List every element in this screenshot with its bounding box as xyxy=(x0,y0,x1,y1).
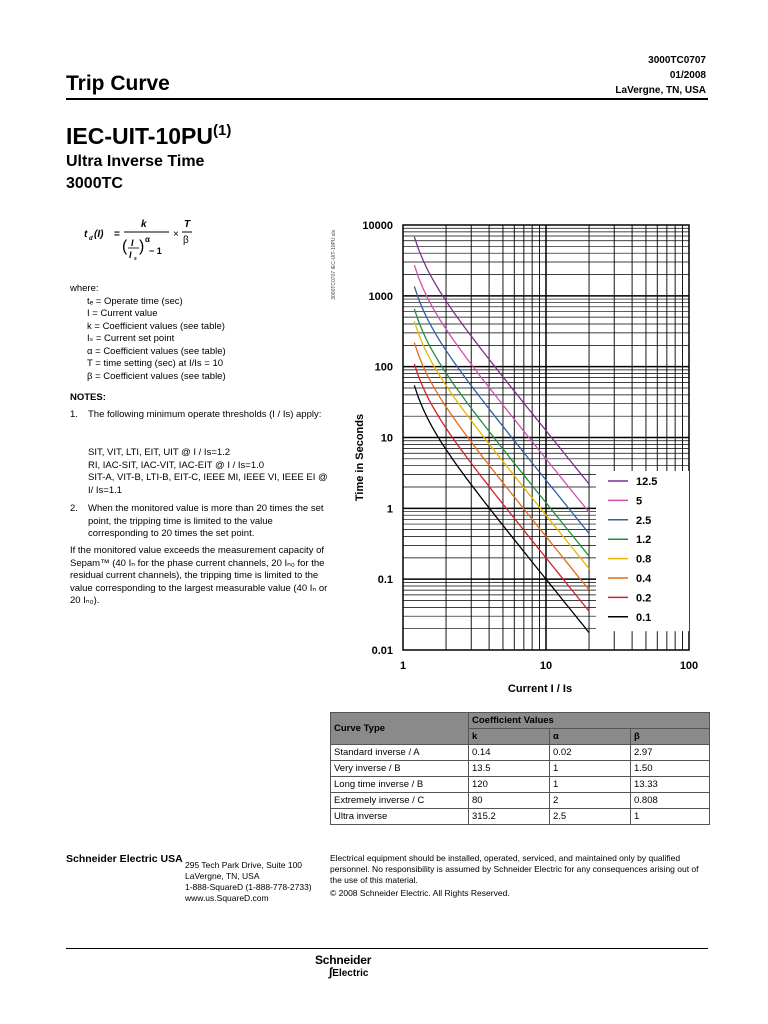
table-row xyxy=(331,793,710,809)
legend-label: 0.8 xyxy=(636,553,652,566)
legend-label: 5 xyxy=(636,495,643,508)
x-axis-label: Current I / Is xyxy=(507,683,573,695)
y-tick-label: 0.01 xyxy=(371,645,393,657)
y-tick-label: 100 xyxy=(374,361,393,374)
table-cell: Extremely inverse / C xyxy=(331,793,469,809)
table-cell: 315.2 xyxy=(469,809,550,825)
where-item: β = Coefficient values (see table) xyxy=(87,370,226,382)
header-divider xyxy=(66,98,708,100)
svg-text:(I): (I) xyxy=(94,229,104,240)
where-item: I = Current value xyxy=(87,308,158,319)
x-tick-label: 100 xyxy=(679,660,699,672)
svg-text:I: I xyxy=(129,250,132,260)
y-tick-label: 10 xyxy=(380,432,393,445)
y-tick-label: 0.1 xyxy=(377,574,393,587)
phone-number: 1-888-SquareD (1-888-778-2733) xyxy=(185,882,312,892)
header-curve-type: Curve Type xyxy=(331,713,469,745)
table-cell: 2.97 xyxy=(631,745,710,761)
note-1-number: 1. xyxy=(70,409,78,420)
header-alpha: α xyxy=(550,729,631,745)
trip-time-formula xyxy=(84,212,244,274)
table-cell: 0.14 xyxy=(469,745,550,761)
header-k: k xyxy=(469,729,550,745)
measurement-capacity-note: If the monitored value exceeds the measurement capacity of Sepam™ (40 Iₙ for the phase current channels, 20 Iₙ₀ for the residual current channels), the tripping time is limited to the value corresponding to the largest measurable value (40 Iₙ or 20 Iₙ₀). xyxy=(70,545,328,606)
table-cell: 1 xyxy=(550,777,631,793)
table-cell: Very inverse / B xyxy=(331,761,469,777)
table-cell: 120 xyxy=(469,777,550,793)
product-title-text: IEC-UIT-10PU xyxy=(66,123,213,149)
svg-text:I: I xyxy=(131,238,134,248)
company-address xyxy=(185,860,312,904)
svg-text:): ) xyxy=(139,238,145,255)
svg-text:t: t xyxy=(84,229,88,240)
table-row xyxy=(331,745,710,761)
svg-text:k: k xyxy=(141,219,147,230)
product-subtitle: Ultra Inverse Time xyxy=(66,153,205,170)
table-cell: 13.33 xyxy=(631,777,710,793)
y-axis-label: Time in Seconds xyxy=(354,413,366,502)
x-tick-label: 10 xyxy=(539,660,553,672)
table-cell: 1.50 xyxy=(631,761,710,777)
table-cell: Ultra inverse xyxy=(331,809,469,825)
threshold-line-2: RI, IAC-SIT, IAC-VIT, IAC-EIT @ I / Is=1.0 xyxy=(88,459,265,471)
where-item: α = Coefficient values (see table) xyxy=(87,345,226,357)
logo-word-2: ∫Electric xyxy=(329,965,369,979)
table-row xyxy=(331,809,710,825)
legend-label: 0.4 xyxy=(636,573,652,585)
threshold-line-3: SIT-A, VIT-B, LTI-B, EIT-C, IEEE MI, IEEE VI, IEEE EI @ I/ Is=1.1 xyxy=(88,472,328,496)
note-1-thresholds xyxy=(88,447,328,497)
table-cell: 1 xyxy=(550,761,631,777)
where-item: Iₛ = Current set point xyxy=(87,333,175,344)
product-title xyxy=(66,122,231,150)
table-cell: Standard inverse / A xyxy=(331,745,469,761)
product-title-footnote: (1) xyxy=(212,122,232,139)
variable-definitions xyxy=(70,283,226,383)
svg-text:=: = xyxy=(114,229,120,240)
legend-label: 0.2 xyxy=(636,592,652,605)
table-cell: 1 xyxy=(631,809,710,825)
website: www.us.SquareD.com xyxy=(185,893,269,903)
document-date: 01/2008 xyxy=(669,70,706,81)
table-cell: 2.5 xyxy=(550,809,631,825)
where-item: k = Coefficient values (see table) xyxy=(87,320,225,332)
header-beta: β xyxy=(631,729,710,745)
table-cell: Long time inverse / B xyxy=(331,777,469,793)
table-cell: 80 xyxy=(469,793,550,809)
schneider-electric-logo xyxy=(315,953,371,979)
legend-label: 12.5 xyxy=(636,476,658,488)
table-cell: 0.808 xyxy=(631,793,710,809)
x-tick-label: 1 xyxy=(399,660,407,672)
product-code: 3000TC xyxy=(66,175,123,192)
table-cell: 2 xyxy=(550,793,631,809)
y-tick-label: 10000 xyxy=(362,220,393,232)
document-number: 3000TC0707 xyxy=(648,55,706,66)
svg-text:d: d xyxy=(89,236,93,242)
source-file-note: 3000TC0707 IEC-UIT-10PU.xls xyxy=(331,230,337,300)
where-item: T = time setting (sec) at I/Is = 10 xyxy=(87,358,224,369)
table-cell: 13.5 xyxy=(469,761,550,777)
coefficient-table xyxy=(330,712,710,825)
document-info xyxy=(615,53,706,98)
note-1-text: The following minimum operate thresholds (I / Is) apply: xyxy=(88,409,322,420)
logo-word-1: Schneider xyxy=(315,953,372,967)
where-list xyxy=(70,296,226,384)
legend-label: 1.2 xyxy=(636,534,652,547)
note-2-text: When the monitored value is more than 20 times the set point, the tripping time is limited to the value corresponding to 20 times the set point. xyxy=(88,503,324,539)
address-line-1: 295 Tech Park Drive, Suite 100 xyxy=(185,860,303,870)
table-row xyxy=(331,761,710,777)
svg-text:− 1: − 1 xyxy=(149,246,162,256)
legal-disclaimer: Electrical equipment should be installed, operated, serviced, and maintained only by qualified personnel. No responsibility is assumed by Schneider Electric for any consequences arising out of the use of this material. xyxy=(330,853,699,885)
company-name: Schneider Electric USA xyxy=(66,853,183,865)
trip-curve-chart xyxy=(300,208,710,698)
y-tick-label: 1 xyxy=(386,503,393,516)
y-tick-label: 1000 xyxy=(368,290,393,303)
table-row xyxy=(331,777,710,793)
notes-heading: NOTES: xyxy=(70,392,106,403)
threshold-line-1: SIT, VIT, LTI, EIT, UIT @ I / Is=1.2 xyxy=(88,447,231,458)
table-cell: 0.02 xyxy=(550,745,631,761)
document-location: LaVergne, TN, USA xyxy=(615,85,706,96)
legend-box xyxy=(596,471,689,631)
page-title: Trip Curve xyxy=(66,72,170,95)
svg-text:β: β xyxy=(183,235,189,246)
header-coefficient-values: Coefficient Values xyxy=(469,713,710,729)
address-line-2: LaVergne, TN, USA xyxy=(185,871,260,881)
svg-text:×: × xyxy=(173,229,179,240)
where-item: tₑ = Operate time (sec) xyxy=(87,295,183,307)
svg-text:α: α xyxy=(145,235,150,244)
note-2-number: 2. xyxy=(70,503,78,514)
svg-text:T: T xyxy=(184,219,191,230)
copyright: © 2008 Schneider Electric. All Rights Reserved. xyxy=(330,888,510,898)
legend-label: 2.5 xyxy=(636,514,652,527)
svg-text:s: s xyxy=(134,256,137,262)
where-intro: where: xyxy=(70,283,99,294)
legend-label: 0.1 xyxy=(636,611,652,624)
svg-text:(: ( xyxy=(122,238,128,255)
footer-divider xyxy=(66,948,708,949)
